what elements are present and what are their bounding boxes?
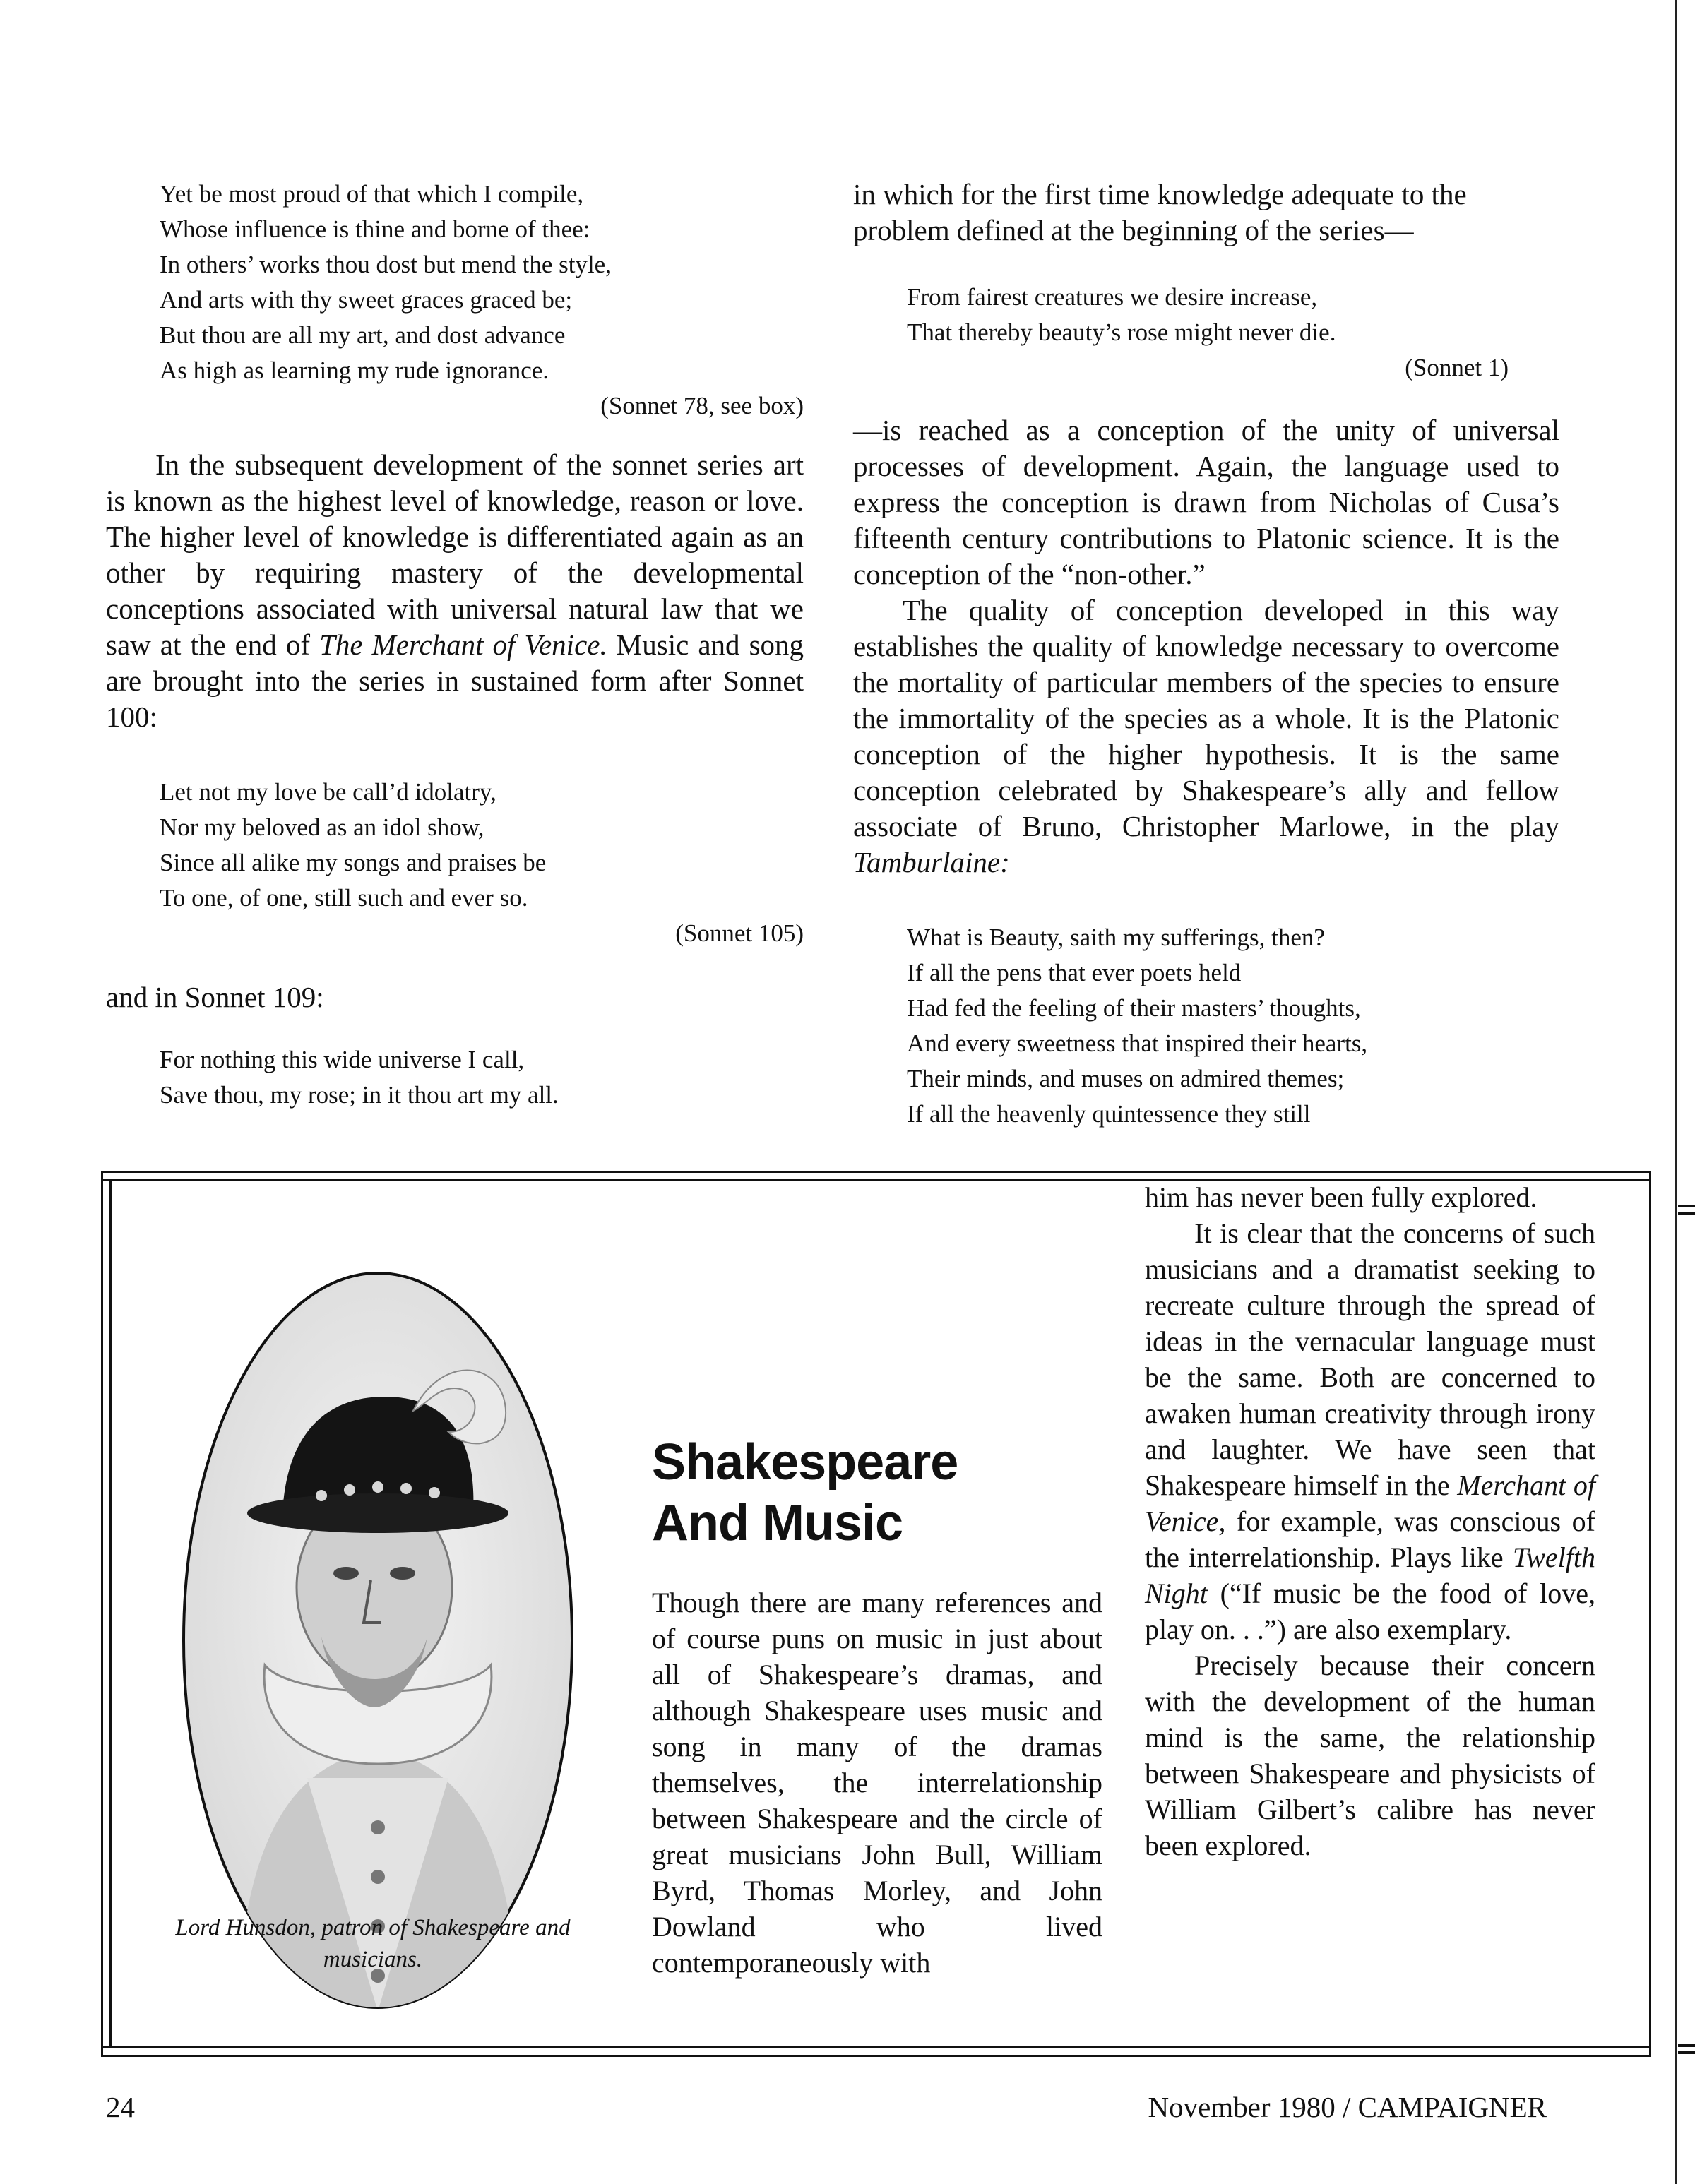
verse-line: In others’ works thou dost but mend the style, [160,251,612,278]
body-paragraph: —is reached as a conception of the unity of universal processes of development. Again, the language used to express the conception is drawn from Nicholas of Cusa’s fifteenth century contributions to Platonic science. It is the conception of the “non-other.” The quality of conception developed in this way establishes the quality of knowledge necessary to overcome the mortality of particular members of the species to ensure the immortality of the species as a whole. It is the Platonic conception of the higher hypothesis. It is the same conception celebrated by Shakespeare’s ally and fellow associate of Bruno, Christopher Marlowe, in the play Tamburlaine: [853,414,1559,878]
sonnet-105-quote [160,775,804,951]
box-paragraph: him has never been fully explored. It is clear that the concerns of such musicians and a dramatist seeking to recreate culture through the spread of ideas in the vernacular language must be the same. Both are concerned to awaken human creativity through irony and laughter. We have seen that Shakespeare himself in the Merchant of Venice, for example, was conscious of the interrelationship. Plays like Twelfth Night (“If music be the food of love, play on. . .”) are also exemplary. Precisely because their concern with the development of the human mind is the same, the relationship between Shakespeare and physicists of William Gilbert’s calibre has never been explored. [1145,1181,1595,1861]
page-number: 24 [106,2091,135,2123]
verse-line: For nothing this wide universe I call, [160,1046,525,1073]
right-column [853,177,1559,1132]
tamburlaine-quote [907,920,1559,1132]
verse-line: Since all alike my songs and praises be [160,849,547,876]
verse-line: Yet be most proud of that which I compile, [160,180,584,208]
edge-mark [1678,1212,1695,1215]
box-rule [101,2046,1651,2048]
issue-line: November 1980 / CAMPAIGNER [1148,2091,1547,2123]
bridge-text: and in Sonnet 109: [106,981,324,1013]
verse-line: What is Beauty, saith my sufferings, then? [907,924,1325,951]
box-right-column [1145,1179,1595,1863]
page-edge-rule [1675,0,1677,2184]
sidebar-box [101,1171,1651,2057]
sidebar-headline: Shakespeare And Music [652,1434,958,1551]
portrait-caption: Lord Hunsdon, patron of Shakespeare and musicians. [175,1915,571,1972]
verse-line: And arts with thy sweet graces graced be; [160,286,573,314]
sonnet-78-quote [160,177,804,424]
verse-line: Had fed the feeling of their masters’ thoughts, [907,994,1361,1022]
body-paragraph: in which for the first time knowledge adequate to the problem defined at the beginning of the series— [853,178,1467,246]
box-middle-column [652,1432,1102,1981]
verse-line: To one, of one, still such and ever so. [160,884,528,912]
verse-line: Their minds, and muses on admired themes; [907,1065,1345,1092]
edge-mark [1678,2044,1695,2047]
box-rule [109,1179,112,2048]
left-column [106,177,804,1113]
box-paragraph: Though there are many references and of course puns on music in just about all of Shakespeare’s dramas, and although Shakespeare uses music and song in many of the dramas themselves, the interrelationship between Shakespeare and the circle of great musicians John Bull, William Byrd, Thomas Morley, and John Dowland who lived contemporaneously with [652,1587,1102,1979]
body-paragraph: In the subsequent development of the sonnet series art is known as the highest level of knowledge, reason or love. The higher level of knowledge is differentiated again as an other by requiring mastery of the developmental conceptions associated with universal natural law that we saw at the end of The Merchant of Venice. Music and song are brought into the series in sustained form after Sonnet 100: [106,448,804,733]
verse-citation: (Sonnet 1) [1405,354,1509,381]
verse-line: Save thou, my rose; in it thou art my all. [160,1081,559,1109]
edge-mark [1678,1205,1695,1207]
verse-citation: (Sonnet 78, see box) [600,392,804,419]
verse-line: From fairest creatures we desire increase, [907,283,1318,311]
sonnet-109-quote [160,1042,804,1113]
verse-line: If all the pens that ever poets held [907,959,1242,986]
sonnet-1-quote [907,280,1509,386]
verse-line: And every sweetness that inspired their hearts, [907,1030,1368,1057]
verse-line: Whose influence is thine and borne of thee: [160,215,590,243]
verse-citation: (Sonnet 105) [675,919,804,947]
verse-line: As high as learning my rude ignorance. [160,357,549,384]
verse-line: Let not my love be call’d idolatry, [160,778,496,806]
verse-line: Nor my beloved as an idol show, [160,813,484,841]
verse-line: If all the heavenly quintessence they still [907,1100,1311,1128]
verse-line: But thou are all my art, and dost advance [160,321,566,349]
edge-mark [1678,2051,1695,2054]
verse-line: That thereby beauty’s rose might never die. [907,318,1336,346]
portrait-illustration [180,1270,576,2011]
portrait-image [180,1270,576,2011]
